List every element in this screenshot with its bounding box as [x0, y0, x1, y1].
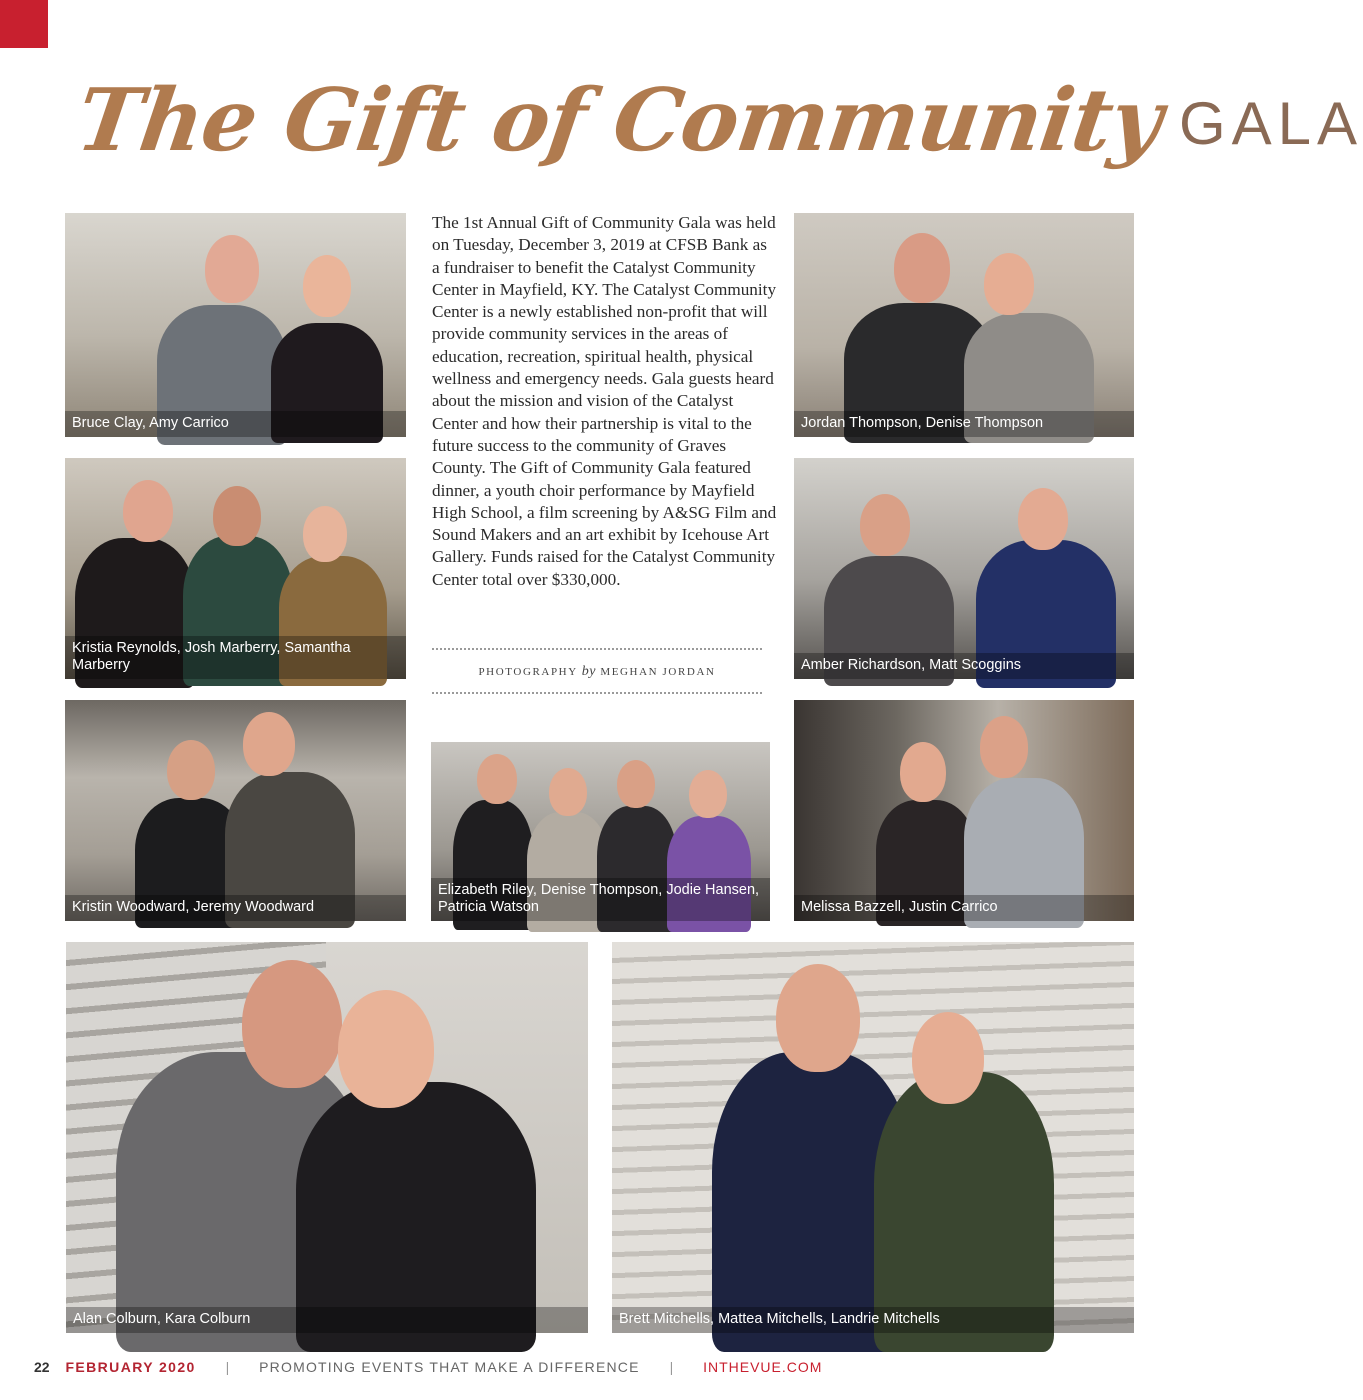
footer-tagline: PROMOTING EVENTS THAT MAKE A DIFFERENCE — [259, 1359, 640, 1376]
photo-caption: Amber Richardson, Matt Scoggins — [794, 653, 1134, 679]
photo-amber-matt — [794, 458, 1134, 679]
photo-caption: Kristin Woodward, Jeremy Woodward — [65, 895, 406, 921]
photo-caption: Alan Colburn, Kara Colburn — [66, 1307, 588, 1333]
photo-caption: Brett Mitchells, Mattea Mitchells, Landrie Mitchells — [612, 1307, 1134, 1333]
website-link[interactable]: INTHEVUE.COM — [703, 1359, 823, 1376]
photo-alan-kara — [66, 942, 588, 1333]
photo-caption: Melissa Bazzell, Justin Carrico — [794, 895, 1134, 921]
photo-caption: Kristia Reynolds, Josh Marberry, Samantha Marberry — [65, 636, 406, 679]
credit-prefix: PHOTOGRAPHY — [478, 666, 578, 678]
credit-divider-bottom — [432, 692, 762, 694]
photo-jordan-denise — [794, 213, 1134, 437]
photo-caption: Bruce Clay, Amy Carrico — [65, 411, 406, 437]
credit-divider-top — [432, 648, 762, 650]
photo-kristin-jeremy — [65, 700, 406, 921]
photo-credit — [432, 664, 762, 680]
photo-caption: Jordan Thompson, Denise Thompson — [794, 411, 1134, 437]
footer-separator: | — [225, 1359, 230, 1376]
article-body: The 1st Annual Gift of Community Gala was held on Tuesday, December 3, 2019 at CFSB Bank as a fundraiser to benefit the Catalyst Community Center in Mayfield, KY. The Catalyst Community Center is a newly established non-profit that will provide community services in the areas of education, recreation, spiritual health, physical wellness and emergency needs. Gala guests heard about the mission and vision of the Catalyst Center and how their partnership is vital to the future success to the community of Graves County. The Gift of Community Gala featured dinner, a youth choir performance by Mayfield High School, a film screening by A&SG Film and Sound Makers and an art exhibit by Icehouse Art Gallery. Funds raised for the Catalyst Community Center total over $330,000. — [432, 213, 777, 589]
photo-caption: Elizabeth Riley, Denise Thompson, Jodie Hansen, Patricia Watson — [431, 878, 770, 921]
photo-four-women — [431, 742, 770, 921]
credit-name: MEGHAN JORDAN — [600, 666, 716, 678]
title-gala: GALA — [1178, 90, 1363, 157]
photo-melissa-justin — [794, 700, 1134, 921]
page-number: 22 — [34, 1359, 50, 1376]
page-title — [70, 70, 1363, 200]
page-footer — [34, 1358, 1164, 1380]
page-corner-tab — [0, 0, 48, 48]
issue-date: FEBRUARY 2020 — [65, 1359, 196, 1376]
title-script: The Gift of Community — [70, 70, 1168, 171]
photo-kristia-josh-samantha — [65, 458, 406, 679]
credit-by: by — [581, 664, 596, 679]
photo-bruce-amy — [65, 213, 406, 437]
footer-separator: | — [669, 1359, 674, 1376]
photo-mitchells — [612, 942, 1134, 1333]
